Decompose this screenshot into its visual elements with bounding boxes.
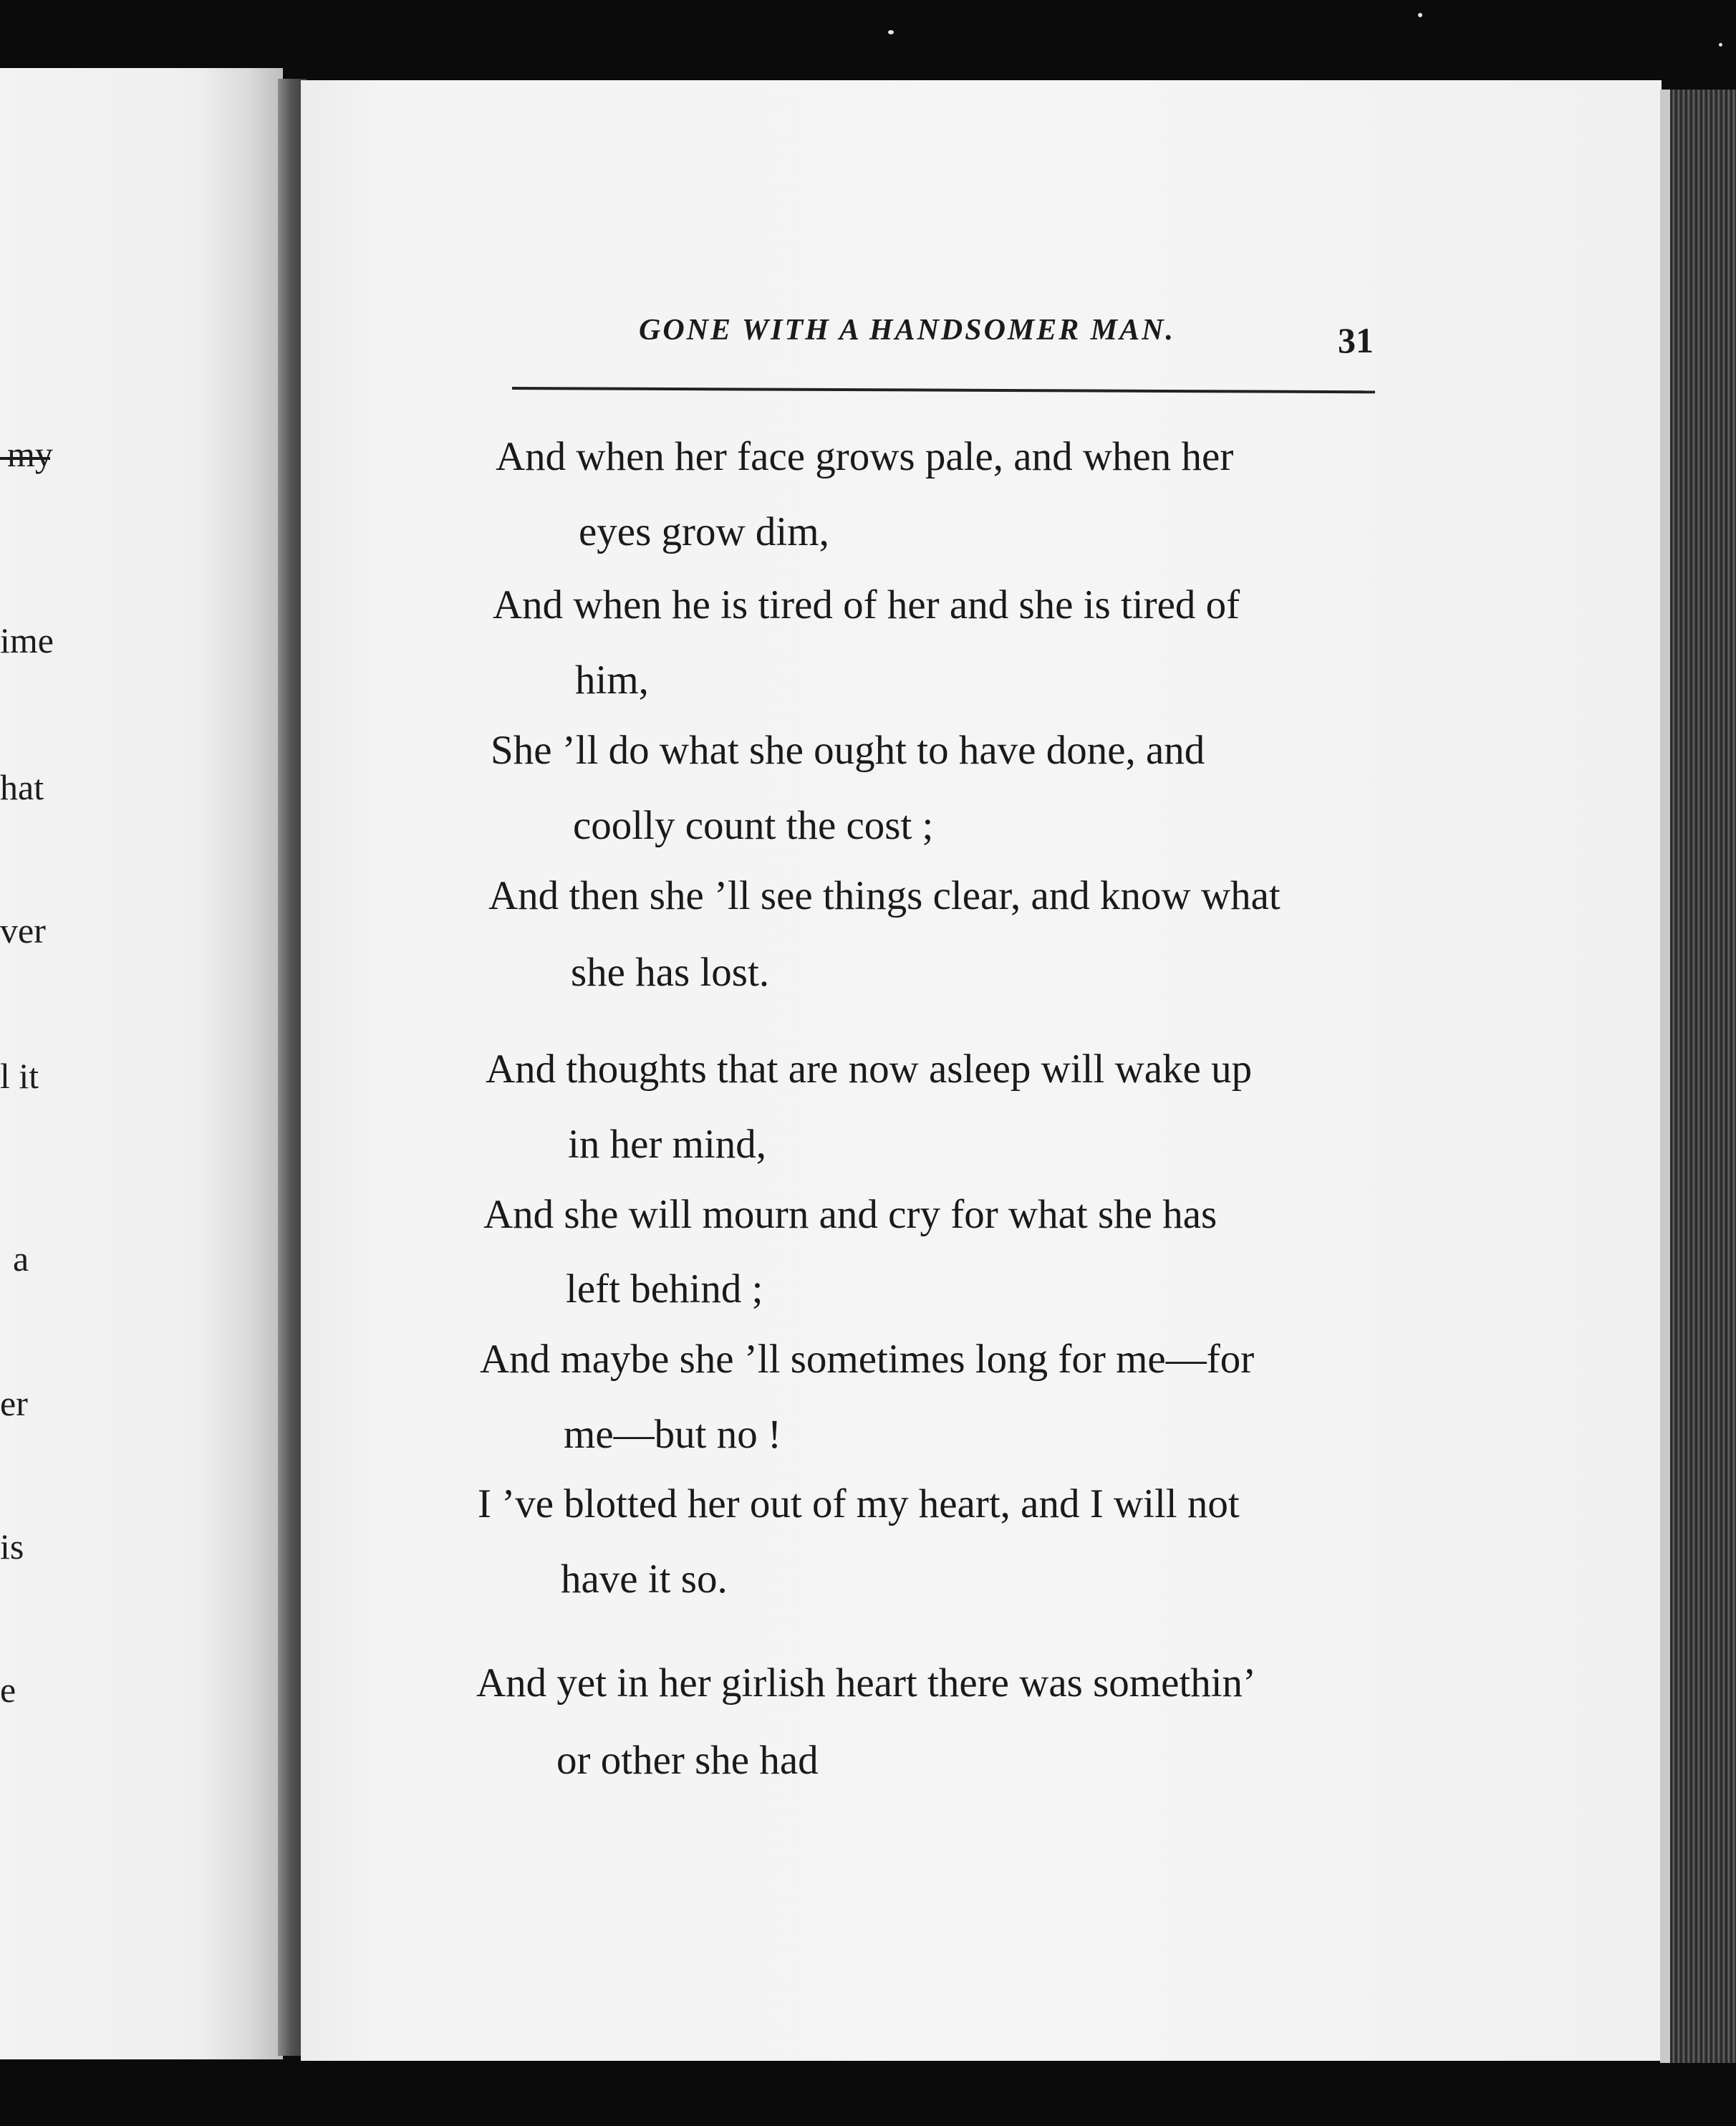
page-number: 31 — [1338, 320, 1374, 360]
poem-line: And she will mourn and cry for what she has — [483, 1192, 1217, 1237]
poem-line-continuation: or other she had — [556, 1738, 819, 1783]
poem-line: And then she ’ll see things clear, and know what — [488, 873, 1281, 918]
left-fragment: is — [0, 1526, 24, 1567]
poem-line-continuation: have it so. — [561, 1557, 728, 1602]
poem-line: I ’ve blotted her out of my heart, and I will not — [478, 1481, 1240, 1526]
left-fragment: e — [0, 1670, 16, 1710]
left-fragment: my — [7, 434, 53, 474]
page-edge-highlight — [1660, 90, 1670, 2063]
poem-line-continuation: left behind ; — [566, 1266, 763, 1312]
left-fragment: a — [13, 1238, 29, 1279]
poem-line: And when her face grows pale, and when her — [496, 434, 1234, 479]
page-fore-edge — [1660, 90, 1736, 2063]
running-head: GONE WITH A HANDSOMER MAN. — [639, 314, 1175, 347]
poem-line: And yet in her girlish heart there was somethin’ — [476, 1660, 1257, 1706]
left-fragment: l it — [0, 1056, 39, 1096]
poem-line-continuation: eyes grow dim, — [579, 509, 829, 554]
left-page — [0, 68, 283, 2059]
poem-line: She ’ll do what she ought to have done, and — [491, 728, 1205, 773]
poem-line: And when he is tired of her and she is tired of — [493, 582, 1240, 627]
poem-line: And maybe she ’ll sometimes long for me—for — [480, 1337, 1255, 1382]
left-fragment: er — [0, 1383, 28, 1423]
left-fragment: hat — [0, 767, 44, 807]
left-fragment: ime — [0, 620, 54, 660]
poem-line-continuation: she has lost. — [571, 950, 770, 995]
left-fragment: ver — [0, 910, 46, 951]
poem-line: And thoughts that are now asleep will wake up — [486, 1047, 1253, 1092]
poem-line-continuation: me—but no ! — [564, 1412, 781, 1457]
poem-line-continuation: coolly count the cost ; — [573, 803, 934, 848]
poem-line-continuation: him, — [575, 658, 649, 703]
poem-line-continuation: in her mind, — [568, 1122, 767, 1167]
